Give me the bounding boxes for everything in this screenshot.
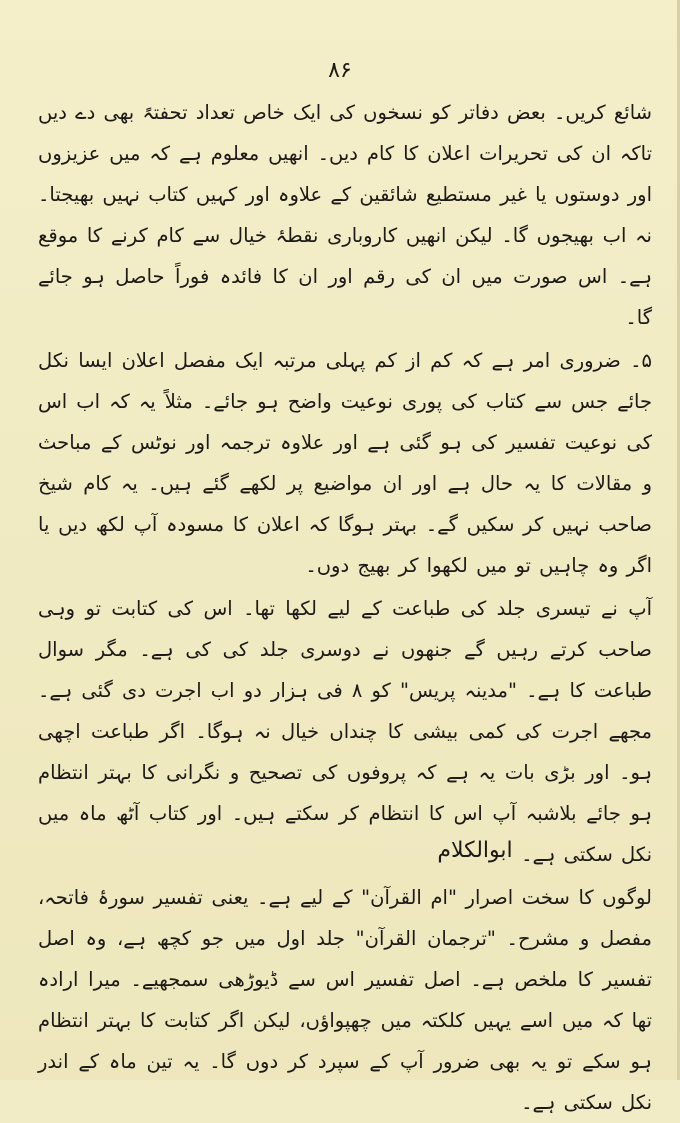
letter-body — [38, 92, 652, 1123]
paragraph-third-volume: آپ نے تیسری جلد کی طباعت کے لیے لکھا تھا۔ اس کی کتابت تو وہی صاحب کرتے رہیں گے جنھوں نے دوسری جلد کی کی ہے۔ مگر سوال طباعت کا ہے۔ "مدینہ پریس" کو ۸ فی ہزار دو اب اجرت دی گئی ہے۔ مجھے اجرت کی کمی بیشی کا چنداں خیال نہ ہوگا۔ اگر طباعت اچھی ہو۔ اور بڑی بات یہ ہے کہ پروفوں کی تصحیح و نگرانی کا بہتر انتظام ہو جائے بلاشبہ آپ اس کا انتظام کر سکتے ہیں۔ اور کتاب آٹھ ماہ میں نکل سکتی ہے۔ — [38, 597, 652, 866]
page-number: ۸۶ — [328, 58, 352, 83]
paragraph-umm-ul-quran: لوگوں کا سخت اصرار "ام القرآن" کے لیے ہے۔ یعنی تفسیر سورۂ فاتحہ، مفصل و مشرح۔ "ترجمان القرآن" جلد اول میں جو کچھ ہے، وہ اصل تفسیر کا ملخص ہے۔ اصل تفسیر اس سے ڈیوڑھی سمجھیے۔ میرا ارادہ تھا کہ میں اسے یہیں کلکتہ میں چھپواؤں، لیکن اگر کتابت کا بہتر انتظام ہو سکے تو یہ بھی ضرور آپ کے سپرد کر دوں گا۔ یہ تین ماہ کے اندر نکل سکتی ہے۔ — [38, 886, 652, 1114]
paragraph-publication-notice: شائع کریں۔ بعض دفاتر کو نسخوں کی ایک خاص تعداد تحفتہً بھی دے دیں تاکہ ان کی تحریرات اعلان کا کام دیں۔ انھیں معلوم ہے کہ میں عزیزوں اور دوستوں یا غیر مستطیع شائقین کے علاوہ اور کہیں کتاب نہیں بھیجتا۔ نہ اب بھیجوں گا۔ لیکن انھیں کاروباری نقطۂ خیال سے کام کرنے کا موقع ہے۔ اس صورت میں ان کی رقم اور ان کا فائدہ فوراً حاصل ہو جائے گا۔ — [38, 101, 652, 329]
signature: ابوالکلام — [437, 838, 513, 863]
paragraph-point-five: ۵۔ ضروری امر ہے کہ کم از کم پہلی مرتبہ ایک مفصل اعلان ایسا نکل جائے جس سے کتاب کی پوری نوعیت واضح ہو جائے۔ مثلاً یہ کہ اب اس کی نوعیت تفسیر کی ہو گئی ہے اور علاوہ ترجمہ اور نوٹس کے مباحث و مقالات کا یہ حال ہے اور ان مواضیع پر لکھے گئے ہیں۔ یہ کام شیخ صاحب نہیں کر سکیں گے۔ بہتر ہوگا کہ اعلان کا مسودہ آپ لکھ دیں یا اگر وہ چاہیں تو میں لکھوا کر بھیج دوں۔ — [38, 349, 652, 577]
